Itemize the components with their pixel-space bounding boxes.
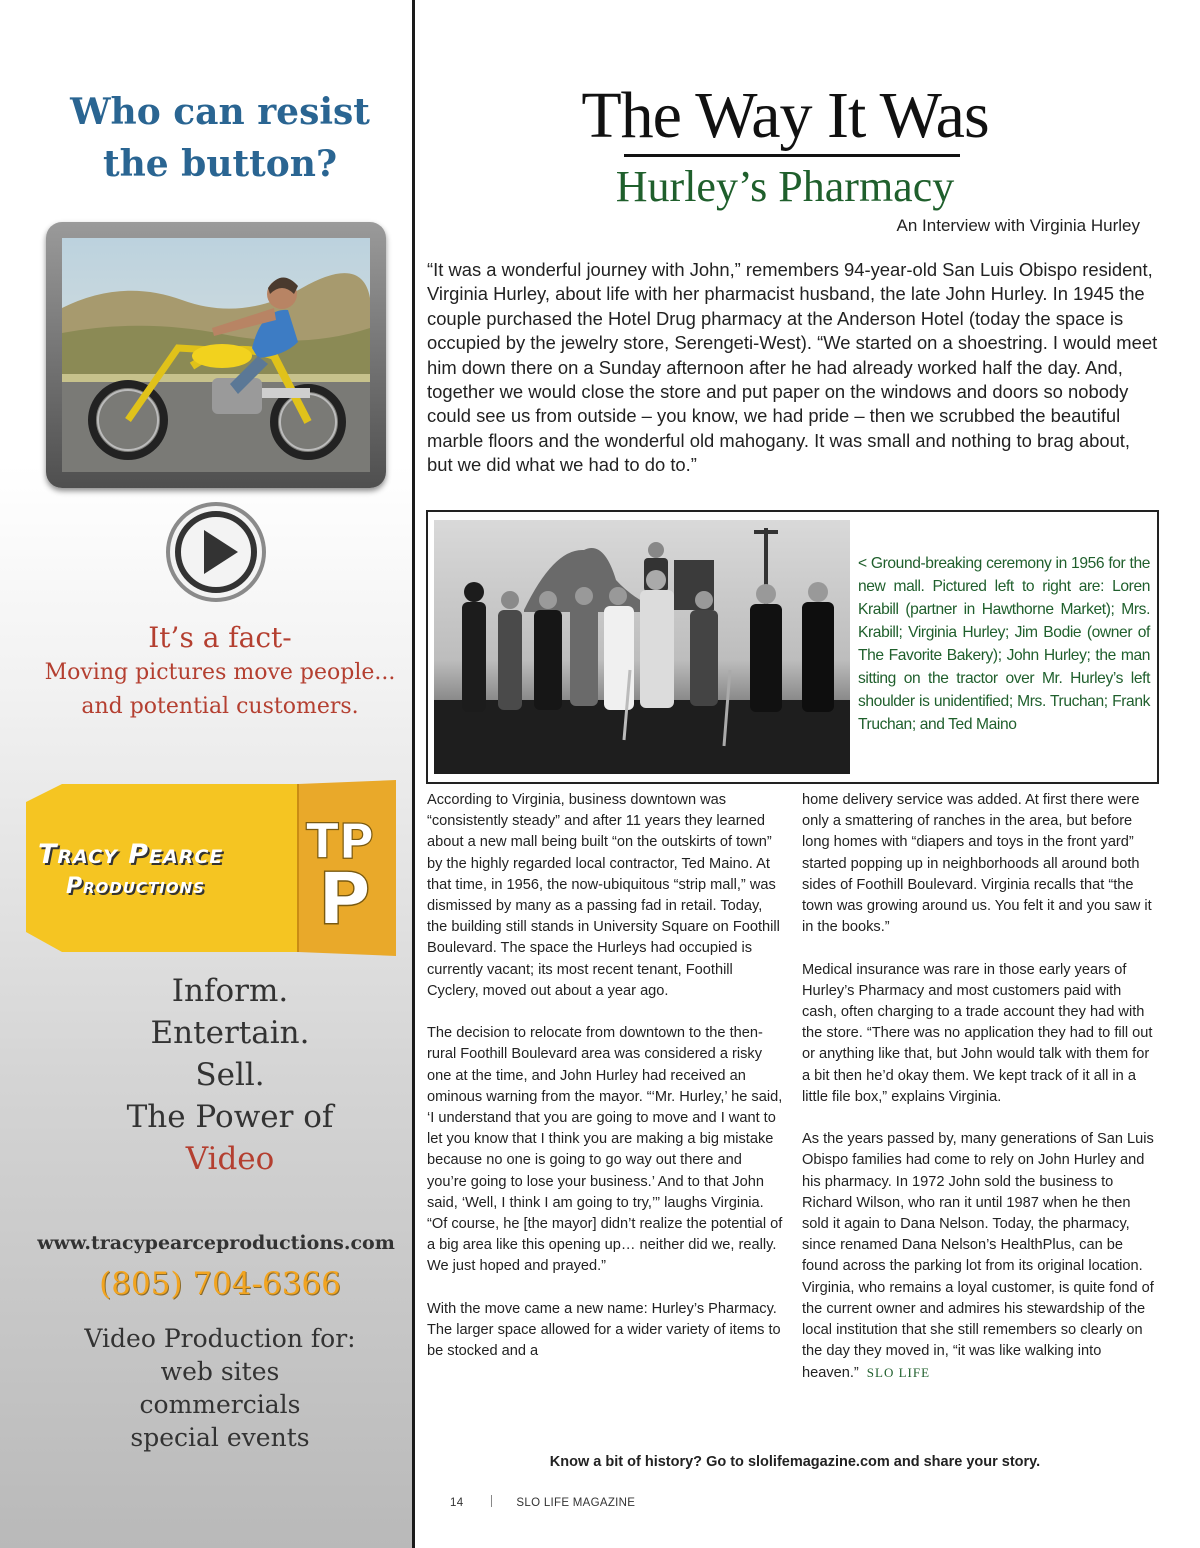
article-byline: An Interview with Virginia Hurley bbox=[896, 216, 1140, 235]
paragraph: Medical insurance was rare in those early years of Hurley’s Pharmacy and most customers paid with cash, often charging to a trade account they had with the store. “There was no application they had to fill out or anything like that, but John would talk with them for a bit then he’d okay them. We kept track of it all in a little file box,” explains Virginia. bbox=[802, 961, 1153, 1105]
article-title: The Way It Was bbox=[581, 79, 989, 152]
title-rule bbox=[624, 154, 960, 157]
ad-pitch-list: Inform. Entertain. Sell. The Power of Video bbox=[126, 973, 334, 1177]
ad-website-link[interactable]: www.tracypearceproductions.com bbox=[37, 1232, 395, 1254]
ad-phone-number[interactable]: (805) 704-6366 bbox=[99, 1266, 341, 1302]
photo-caption: < Ground-breaking ceremony in 1956 for the new mall. Pictured left to right are: Loren Krabill (partner in Hawthorne Market); Mrs. Krabill; Virginia Hurley; Jim Bodie (owner of The Favorite Bakery); John Hurley; the man sitting on the tractor over Mr. Hurley’s left shoulder is unidentified; Mrs. Truchan; Frank Truchan; and Ted Maino bbox=[858, 555, 1150, 733]
logo-letters-tp: TP bbox=[306, 814, 374, 870]
paragraph: According to Virginia, business downtown was “consistently steady” and after 11 years they learned about a new mall being built “on the outskirts of town” by the highly regarded local contractor, Ted Maino. At that time, in 1956, the now-ubiquitous “strip mall,” was dismissed by many as a passing fad in retail. Today, the building still stands in University Square on Foothill Boulevard. The space the Hurleys had occupied is currently vacant; its most recent tenant, Foothill Cyclery, moved out about a year ago. bbox=[427, 792, 780, 999]
paragraph: home delivery service was added. At first there were only a smattering of ranches in the area, but before long homes with “diapers and toys in the front yard” started popping up in neighborhoods all around both sides of Foothill Boulevard. Virginia recalls that “the town was growing around us. You felt it and you saw it in the books.” bbox=[802, 792, 1152, 936]
ground-breaking-photo bbox=[434, 520, 850, 774]
footer-call-to-action[interactable]: Know a bit of history? Go to slolifemagazine.com and share your story. bbox=[549, 1454, 1041, 1470]
video-screen-frame bbox=[46, 222, 386, 488]
company-name-line2: Productions bbox=[66, 874, 205, 899]
paragraph: The decision to relocate from downtown to the then-rural Foothill Boulevard area was considered a risky one at the time, and John Hurley had received an ominous warning from the mayor. “‘Mr. Hurley,’ he said, ‘I understand that you are going to move and I want to let you know that I think you are making a big mistake because no one is going to go way out there and you’re going to lose your business.’ And to that John said, ‘Well, I think I am going to try,’” laughs Virginia. “Of course, he [the mayor] didn’t realize the potential of a big area like this opening up… neither did we, really. We just hoped and prayed.” bbox=[427, 1025, 783, 1275]
page-folio bbox=[450, 1495, 635, 1509]
article-column-2 bbox=[802, 790, 1158, 1406]
article-intro: “It was a wonderful journey with John,” remembers 94-year-old San Luis Obispo resident, Virginia Hurley, about life with her pharmacist husband, the late John Hurley. In 1945 the couple purchased the Hotel Drug pharmacy at the Anderson Hotel (today the space is occupied by the jewelry store, Serengeti-West). “We started on a shoestring. I would meet him down there on a Sunday afternoon after he had already worked half the day. And, together we would close the store and put paper on the windows and doors so nobody could see us from outside – you know, we had pride – then we scrubbed the beautiful marble floors and the wonderful old mahogany. It was small and nothing to brag about, but we did what we had to do to.” bbox=[427, 259, 1158, 476]
column-divider bbox=[412, 0, 415, 1548]
end-mark: SLO LIFE bbox=[866, 1365, 931, 1381]
play-button-icon[interactable] bbox=[164, 500, 268, 604]
logo-letter-p: P bbox=[318, 857, 371, 941]
publication-name: SLO LIFE MAGAZINE bbox=[516, 1497, 636, 1509]
ad-fact-text: It’s a fact- Moving pictures move people... and potential customers. bbox=[44, 621, 396, 719]
paragraph: With the move came a new name: Hurley’s Pharmacy. The larger space allowed for a wider variety of items to be stocked and a bbox=[427, 1300, 781, 1360]
ad-services: Video Production for: web sites commercials special events bbox=[84, 1324, 356, 1452]
paragraph-text: As the years passed by, many generations of San Luis Obispo families had come to rely on John Hurley and his pharmacy. In 1972 John sold the business to Richard Wilson, who ran it until 1987 when he then sold it again to Dana Nelson. Today, the pharmacy, since renamed Dana Nelson’s HealthPlus, can be found across the parking lot from its original location. Virginia, who remains a loyal customer, is quite fond of the current owner and admires his stewardship of the local institution that she still remembers so clearly on the day they moved in, “it was like walking into heaven.” bbox=[802, 1131, 1154, 1382]
article-subtitle: Hurley’s Pharmacy bbox=[615, 162, 955, 211]
paragraph-last bbox=[802, 1129, 1158, 1384]
ad-headline: Who can resist the button? bbox=[70, 91, 370, 185]
company-name-line1: Tracy Pearce bbox=[38, 839, 224, 870]
photo-box bbox=[426, 510, 1159, 784]
motorcycle-rider-image bbox=[62, 238, 370, 472]
page-number: 14 bbox=[450, 1497, 464, 1509]
folio-separator bbox=[491, 1495, 492, 1507]
sidebar-advertisement bbox=[0, 0, 412, 1548]
article-column-1 bbox=[427, 790, 783, 1384]
